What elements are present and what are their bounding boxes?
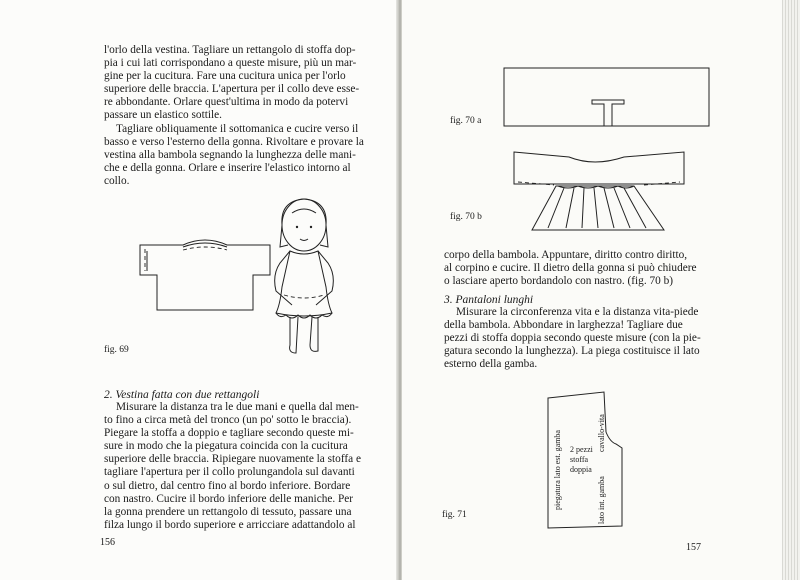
- left-paragraph-1-line: re abbondante. Orlare quest'ultima in modo da potervi: [104, 96, 349, 109]
- doll-illustration: [262, 195, 347, 360]
- fig-71-pieces-label-2: stoffa: [570, 455, 589, 464]
- left-paragraph-1: [104, 44, 364, 123]
- left-paragraph-2-line: Tagliare obliquamente il sottomanica e cucire verso il: [116, 123, 359, 135]
- left-paragraph-2-line: che e della gonna. Orlare e inserire l'elastico intorno al: [104, 162, 351, 175]
- right-paragraph-1-line: o lasciare aperto bordandolo con nastro. (fig. 70 b): [444, 275, 673, 288]
- left-paragraph-3-line: filza lungo il bordo superiore e arricciare adattandolo al: [104, 518, 356, 531]
- right-paragraph-2-line: esterno della gamba.: [444, 358, 538, 371]
- right-paragraph-1-line: corpo della bambola. Appuntare, diritto contro diritto,: [444, 249, 688, 261]
- fig-71-trousers-pattern: [548, 390, 640, 530]
- left-paragraph-1-line: l'orlo della vestina. Tagliare un rettangolo di stoffa dop-: [104, 44, 356, 56]
- left-paragraph-2: [104, 123, 364, 188]
- left-paragraph-3-line: superiore delle braccia. Ripiegare nuovamente la stoffa e: [104, 453, 361, 466]
- fig-70a-pattern-drawing: [504, 68, 714, 133]
- fig-70b-dress-drawing: [514, 152, 714, 237]
- fig-69-caption: fig. 69: [104, 345, 129, 355]
- fig-69-garment-drawing: [135, 225, 275, 325]
- right-paragraph-2: [444, 306, 710, 371]
- right-paragraph-1: [444, 249, 710, 288]
- left-paragraph-2-line: collo.: [104, 175, 130, 188]
- left-paragraph-3-line: sure in modo che la piegatura coincida con la cucitura: [104, 440, 348, 453]
- left-paragraph-2-line: basso e verso l'esterno della gonna. Rivoltare e provare la: [104, 136, 364, 149]
- fig-70b-caption: fig. 70 b: [450, 212, 482, 222]
- fig-71-pieces-label-3: doppia: [570, 465, 592, 474]
- fig-71-fold-label: piegatura lato est. gamba: [553, 430, 562, 510]
- fig-71-pieces-label-1: 2 pezzi: [570, 445, 593, 454]
- left-paragraph-3-line: o sul dietro, dal centro fino al bordo inferiore. Bordare: [104, 479, 351, 492]
- fig-71-inner-label: lato int. gamba: [597, 476, 606, 524]
- left-paragraph-3: [104, 401, 362, 532]
- section-3-heading: 3. Pantaloni lunghi: [444, 294, 534, 306]
- left-paragraph-1-line: pia i cui lati corrispondano a queste misure, più un mar-: [104, 57, 357, 70]
- left-paragraph-1-line: passare un elastico sottile.: [104, 109, 222, 122]
- left-paragraph-3-line: con nastro. Cucire il bordo inferiore delle maniche. Per: [104, 492, 354, 505]
- section-2-heading: 2. Vestina fatta con due rettangoli: [104, 389, 260, 401]
- left-paragraph-3-line: la gonna prendere un rettangolo di tessuto, passare una: [104, 505, 352, 518]
- left-paragraph-1-line: gine per la cucitura. Fare una cucitura unica per l'orlo: [104, 70, 346, 83]
- left-paragraph-1-line: superiore delle braccia. L'apertura per il collo deve esse-: [104, 83, 360, 96]
- page-edge: [782, 0, 800, 580]
- right-paragraph-2-line: gatura secondo la lunghezza). La piega costituisce il lato: [444, 345, 700, 358]
- left-page: [0, 0, 398, 580]
- right-paragraph-2-line: della bambola. Abbondare in larghezza! Tagliare due: [444, 319, 683, 332]
- left-paragraph-3-line: Misurare la distanza tra le due mani e quella dal men-: [116, 401, 359, 413]
- left-paragraph-3-line: tagliare l'apertura per il collo prolungandola sul davanti: [104, 466, 355, 479]
- left-paragraph-3-line: Piegare la stoffa a doppio e tagliare secondo queste mi-: [104, 427, 354, 440]
- right-page: [402, 0, 800, 580]
- fig-70a-caption: fig. 70 a: [450, 116, 482, 126]
- fig-71-caption: fig. 71: [442, 510, 467, 520]
- page-number-left: 156: [100, 537, 115, 548]
- left-paragraph-3-line: to fino a circa metà del tronco (un po' sotto le braccia).: [104, 414, 352, 427]
- fig-71-crotch-label: cavallo-vita: [597, 414, 606, 452]
- right-paragraph-2-line: Misurare la circonferenza vita e la distanza vita-piede: [456, 306, 699, 318]
- page-number-right: 157: [686, 542, 701, 553]
- right-paragraph-1-line: al corpino e cucire. Il dietro della gonna si può chiudere: [444, 262, 697, 275]
- right-paragraph-2-line: pezzi di stoffa doppia secondo queste misure (con la pie-: [444, 332, 701, 345]
- left-paragraph-2-line: vestina alla bambola segnando la lunghezza delle mani-: [104, 149, 356, 162]
